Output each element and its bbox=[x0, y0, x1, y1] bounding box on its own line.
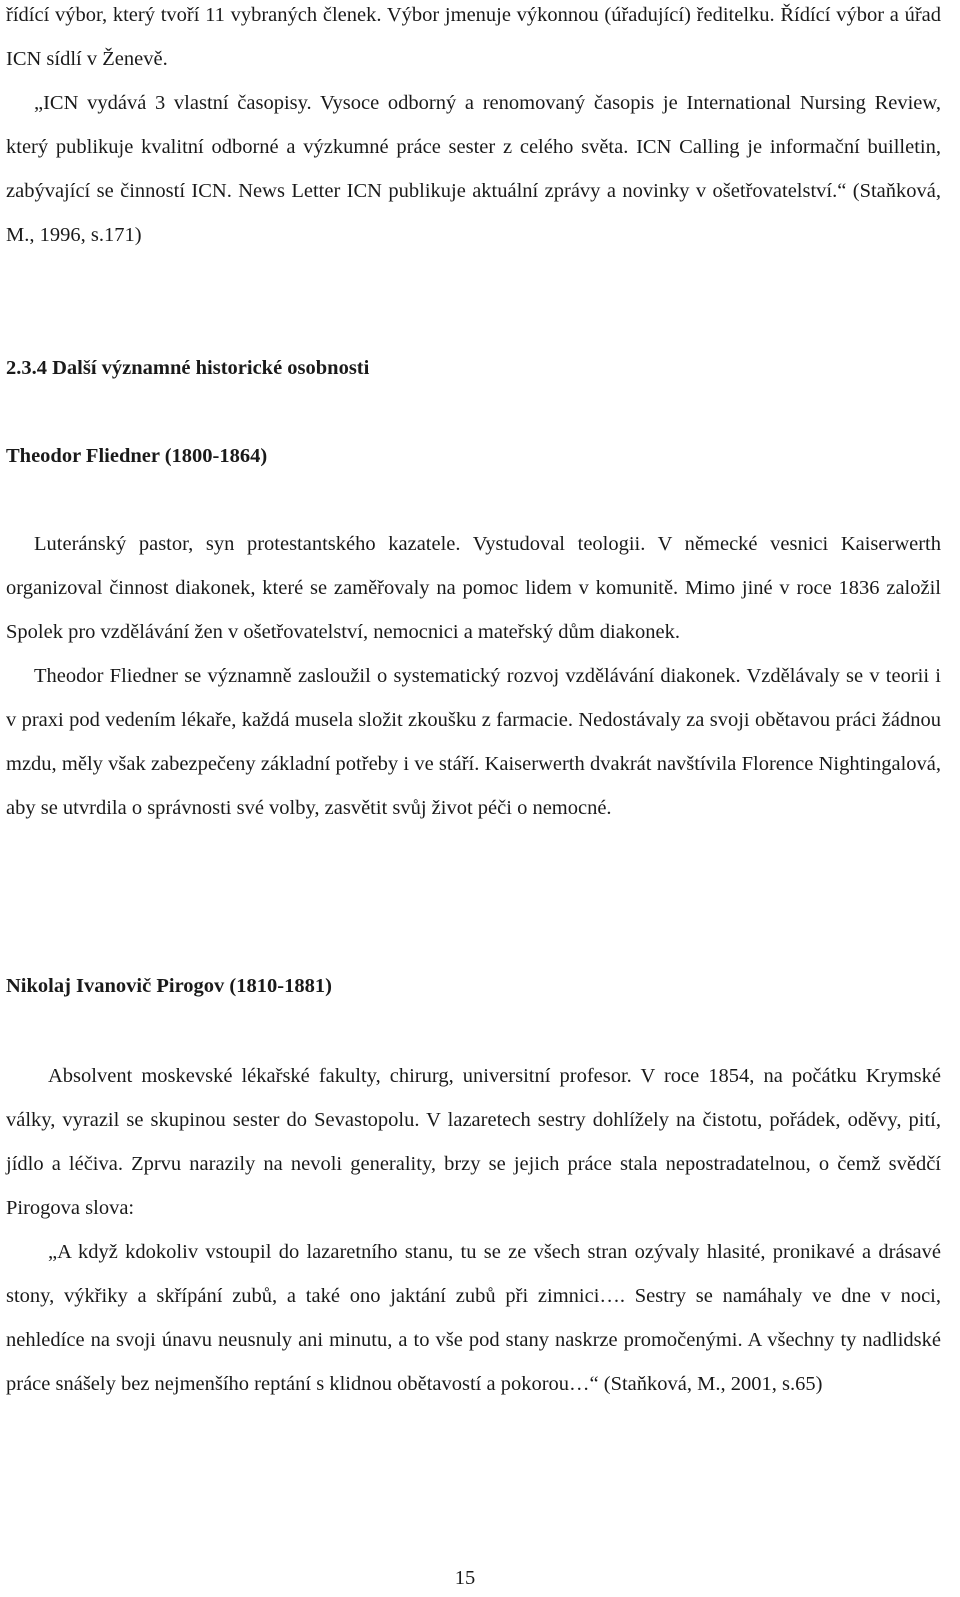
fliedner-heading: Theodor Fliedner (1800-1864) bbox=[6, 445, 268, 467]
intro-paragraph-2: „ICN vydává 3 vlastní časopisy. Vysoce odborný a renomovaný časopis je International Nursing Review, který publikuje kvalitní odborné a výzkumné práce sester z celého světa. ICN Calling je informační builletin, zabývající se činností ICN. News Letter ICN publikuje aktuální zprávy a novinky v ošetřovatelství.“ (Staňková, M., 1996, s.171) bbox=[6, 92, 941, 246]
pirogov-paragraph-1: Absolvent moskevské lékařské fakulty, chirurg, universitní profesor. V roce 1854, na počátku Krymské války, vyrazil se skupinou sester do Sevastopolu. V lazaretech sestry dohlížely na čistotu, pořádek, oděvy, pití, jídlo a léčiva. Zprvu narazily na nevoli generality, brzy se jejich práce stala nepostradatelnou, o čemž svědčí Pirogova slova: bbox=[6, 1065, 941, 1219]
fliedner-text-block bbox=[6, 522, 941, 830]
section-heading: 2.3.4 Další významné historické osobnosti bbox=[6, 357, 370, 379]
pirogov-text-block bbox=[6, 1054, 941, 1406]
intro-text-block bbox=[6, 0, 941, 257]
fliedner-paragraph-2: Theodor Fliedner se významně zasloužil o systematický rozvoj vzdělávání diakonek. Vzdělávaly se v teorii i v praxi pod vedením lékaře, každá musela složit zkoušku z farmacie. Nedostávaly za svoji obětavou práci žádnou mzdu, měly však zabezpečeny základní potřeby i ve stáří. Kaiserwerth dvakrát navštívila Florence Nightingalová, aby se utvrdila o správnosti své volby, zasvětit svůj život péči o nemocné. bbox=[6, 665, 941, 819]
pirogov-quote: „A když kdokoliv vstoupil do lazaretního stanu, tu se ze všech stran ozývaly hlasité, pronikavé a drásavé stony, výkřiky a skřípání zubů, a také ono jaktání zubů při zimnici…. Sestry se namáhaly ve dne v noci, nehledíce na svoji únavu neusnuly ani minutu, a to vše pod stany naskrze promočenými. A všechny ty nadlidské práce snášely bez nejmenšího reptání s klidnou obětavostí a pokorou…“ (Staňková, M., 2001, s.65) bbox=[6, 1241, 941, 1395]
page-number: 15 bbox=[454, 1567, 476, 1589]
pirogov-heading: Nikolaj Ivanovič Pirogov (1810-1881) bbox=[6, 975, 332, 997]
intro-paragraph-1: řídící výbor, který tvoří 11 vybraných členek. Výbor jmenuje výkonnou (úřadující) ředitelku. Řídící výbor a úřad ICN sídlí v Ženevě. bbox=[6, 4, 941, 70]
fliedner-paragraph-1: Luteránský pastor, syn protestantského kazatele. Vystudoval teologii. V německé vesnici Kaiserwerth organizoval činnost diakonek, které se zaměřovaly na pomoc lidem v komunitě. Mimo jiné v roce 1836 založil Spolek pro vzdělávání žen v ošetřovatelství, nemocnici a mateřský dům diakonek. bbox=[6, 533, 941, 643]
